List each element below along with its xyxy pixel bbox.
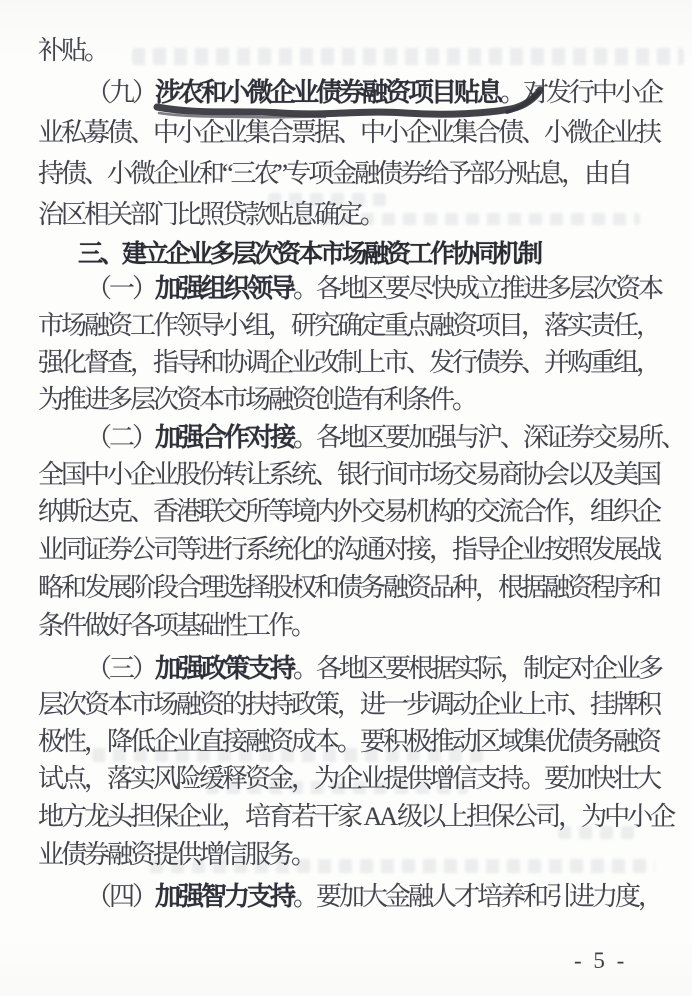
heading-text: 三、建立企业多层次资本市场融资工作协同机制 [78,240,541,268]
text-run: 业同证券公司等进行系统化的沟通对接，指导企业按照发展战 [38,535,660,564]
text-line [38,491,659,528]
text-line [38,305,659,342]
text-run: 层次资本市场融资的扶持政策，进一步调动企业上市、挂牌积 [38,690,660,719]
text-line [86,876,661,913]
text-line [38,758,659,795]
list-marker: （一） [86,274,156,303]
text-line [38,567,659,604]
text-run: 。要加大金融人才培养和引进力度， [293,882,662,911]
underlined-phrase [155,72,500,109]
bold-phrase: 涉农和小微企业债券融资项目贴息 [155,78,501,107]
text-line [86,648,661,685]
text-run: 业私募债、中小企业集合票据、中小企业集合债、小微企业扶 [38,118,660,147]
bold-phrase: 加强智力支持 [155,882,294,911]
list-marker: （九） [86,78,156,107]
text-run: 试点，落实风险缓释资金，为企业提供增信支持。要加快壮大 [38,764,660,793]
text-line [38,454,659,491]
text-line [38,834,314,871]
text-run: 。各地区要根据实际，制定对企业多 [293,654,662,683]
text-run: 极性，降低企业直接融资成本。要积极推动区域集优债务融资 [38,727,660,756]
text-run: 业债券融资提供增信服务。 [38,840,315,869]
bold-phrase: 加强组织领导 [155,274,294,303]
text-run: 。对发行中小企 [500,78,662,107]
text-run: 治区相关部门比照贷款贴息确定。 [38,200,384,229]
text-line [38,342,659,379]
text-run: 条件做好各项基础性工作。 [38,611,315,640]
bold-phrase: 加强合作对接 [155,423,294,452]
text-run: 纳斯达克、香港联交所等境内外交易机构的交流合作，组织企 [38,497,660,526]
text-run: 。各地区要尽快成立推进多层次资本 [293,274,662,303]
bold-phrase: 加强政策支持 [155,654,294,683]
list-marker: （三） [86,654,156,683]
text-line [38,684,659,721]
text-line [38,112,659,149]
text-line [86,417,684,454]
page-number: - 5 - [574,948,628,973]
text-line [38,796,673,833]
bleed-through-artifact [132,48,684,65]
list-marker: （二） [86,423,156,452]
text-run: 市场融资工作领导小组，研究确定重点融资项目，落实责任， [38,311,660,340]
text-run: 全国中小企业股份转让系统、银行间市场交易商协会以及美国 [38,460,660,489]
text-line [38,379,475,416]
text-run: 地方龙头担保企业，培育若干家 AA 级以上担保公司，为中小企 [38,802,674,831]
text-line [86,72,661,109]
text-line [38,721,659,758]
text-run: 为推进多层次资本市场融资创造有利条件。 [38,385,476,414]
text-line [38,529,659,566]
list-marker: （四） [86,882,156,911]
section-heading [78,234,540,270]
text-run: 略和发展阶段合理选择股权和债务融资品种，根据融资程序和 [38,573,660,602]
text-line [38,153,630,190]
text-run: 强化督查，指导和协调企业改制上市、发行债券、并购重组， [38,348,660,377]
text-line [86,268,661,305]
text-run: 持债、小微企业和“三农”专项金融债券给予部分贴息，由自 [38,159,631,188]
text-line [38,605,314,642]
text-run: 补贴。 [38,36,108,65]
text-line [38,194,383,231]
text-run: 。各地区要加强与沪、深证券交易所、 [293,423,685,452]
text-line [38,30,107,67]
